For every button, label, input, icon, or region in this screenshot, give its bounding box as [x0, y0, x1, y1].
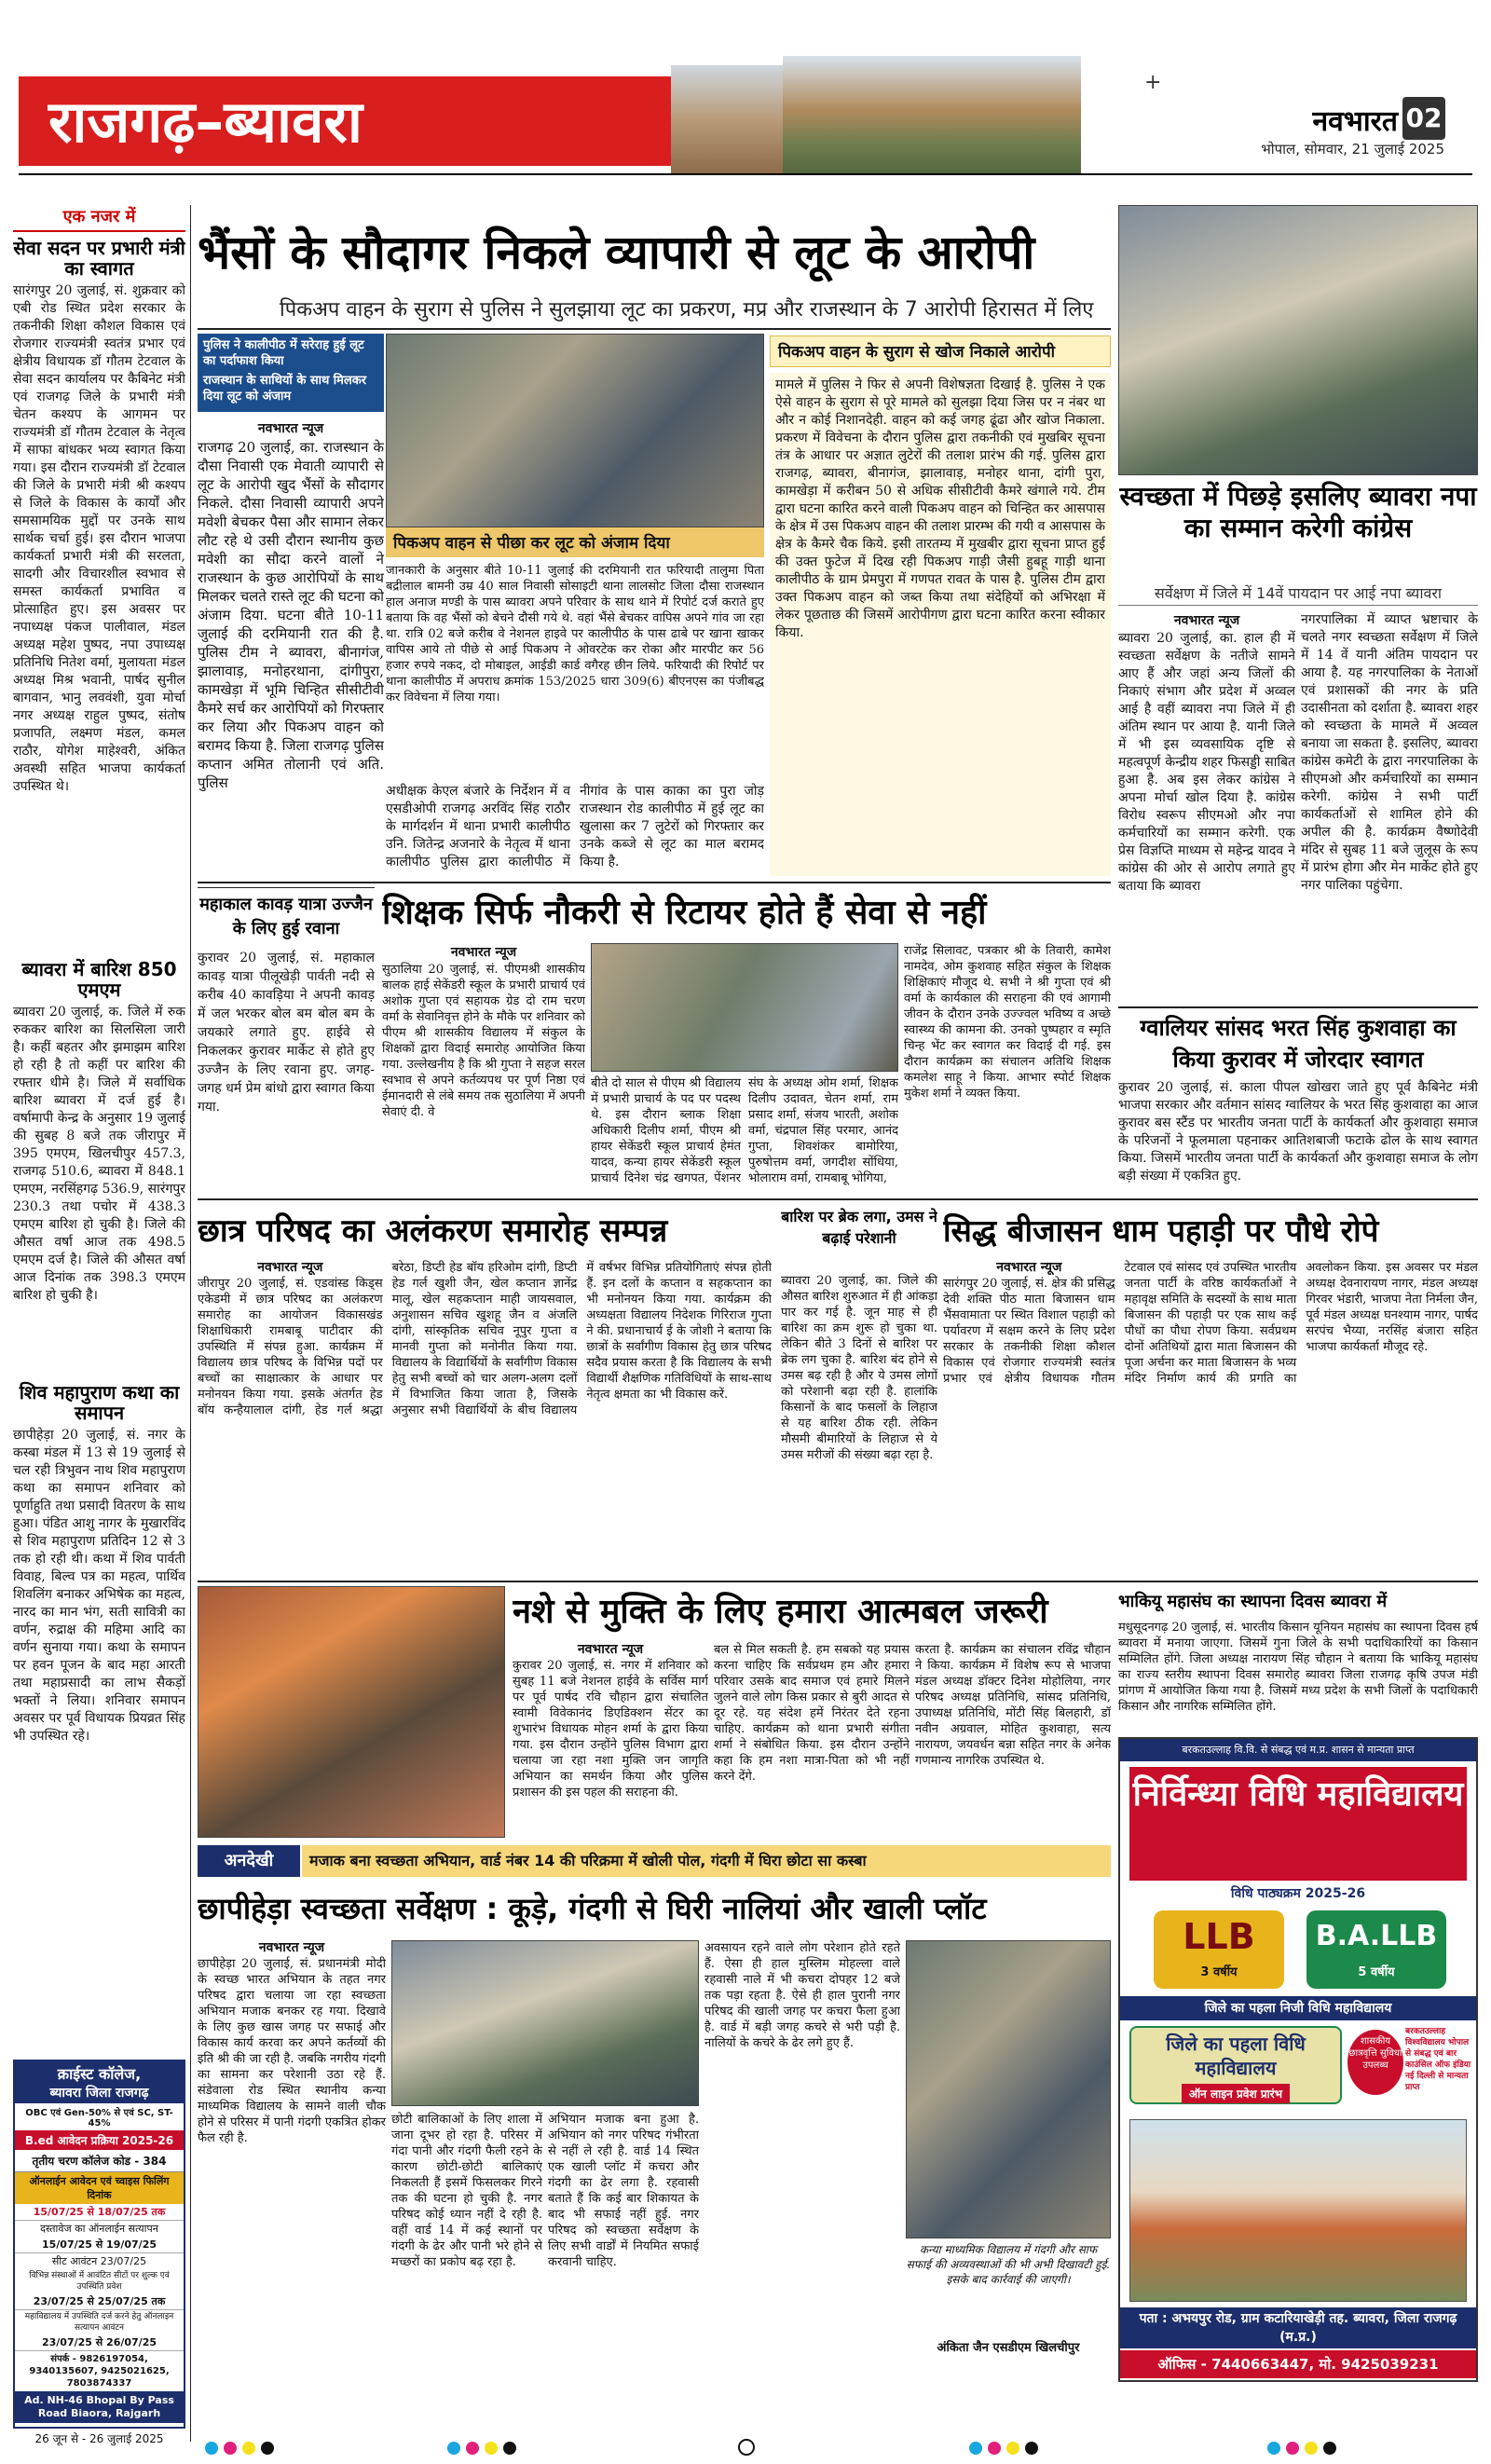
ad-left-doc-date: 15/07/25 से 19/07/25	[41, 2238, 157, 2251]
main-story-rule	[198, 882, 1111, 883]
reg-dot-cyan	[205, 2442, 218, 2455]
ad-left-line1: OBC एवं Gen-50% से एवं SC, ST-45%	[25, 2108, 173, 2129]
chhatra-body-text: जीरापुर 20 जुलाई, सं. एडवांस्ड किड्स एकेडमी में छात्र परिषद का अलंकरण समारोह का आयोजन विकासखंड शिक्षाधिकारी रामबाबू पाटीदार की उपस्थिति में संपन्न हुआ. कार्यक्रम में विद्यालय छात्र परिषद के विभिन्न पदों पर बच्चों का साक्षात्कार के आधार पर मनोनयन किया गया. इसके अंतर्गत हेड बॉय कन्हैयालाल दांगी, हेड गर्ल श्रद्धा बरेठा, डिप्टी हेड बॉय हरिओम दांगी, डिप्टी हेड गर्ल खुशी जैन, खेल कप्तान ज्ञानेंद्र मालू, खेल सहकप्तान माही जायसवाल, अनुशासन सचिव खुशहू जैन व अंजलि दांगी, सांस्कृतिक सचिव नूपुर गुप्ता व मानवी गुप्ता को मनोनीत किया गया. विद्यालय के विद्यार्थियों के सर्वांगीण विकास हेतु सभी बच्चों को चार अलग-अलग दलों में विभाजित किया जाता है, जिसके अनुसार सभी विद्यार्थियों के बीच विद्यालय में वर्षभर विभिन्न प्रतियोगिताएं संपन्न होती हैं. इन दलों के कप्तान व सहकप्तान का भी मनोनयन किया गया. कार्यक्रम की अध्यक्षता विद्यालय निदेशक गिरिराज गुप्ता ने की. प्रधानाचार्य ई के जोशी ने बताया कि छात्रों के सर्वांगीण विकास हेतु छात्र परिषद सदैव प्रयास करता है कि विद्यालय के सभी विद्यार्थी शैक्षणिक गतिविधियों के साथ-साथ नेतृत्व क्षमता का भी विकास करें.	[198, 1261, 772, 1417]
nasha-body-mid: बल से मिल सकती है. हम सबको यह प्रयास करना चाहिए कि सर्वप्रथम हम और हमारा परिवार उसके बाद समाज एवं हमारे मिलने जुलने वाले लोग किस प्रकार से बुरी आदत से दूर रहे. यह संदेश हमें निरंतर देते रहना चाहिए. कार्यक्रम को थाना प्रभारी संगीता शर्मा ने संबोधित किया. इस दौरान उन्होंने कहा कि हम नशा मात्रा-पिता को भी नहीं करने देंगे.	[714, 1643, 910, 1784]
swachhata-body-right: अभियान मजाक बना हुआ है. अभियान को नगर परिषद गंभीरता से नहीं ले रही है. वार्ड 14 स्थित एक खाली प्लॉट में कचरा और गंदगी का ढेर लगा है. रहवासी बताते हैं कि कई बार शिकायत के बाद भी सफाई नहीं हुई. नगर परिषद को स्वच्छता सर्वेक्षण के लिए सभी वार्डों में नियमित सफाई करवानी चाहिए.	[548, 2113, 699, 2269]
left-item-1-body: सारंगपुर 20 जुलाई, सं. शुक्रवार को एबी रोड स्थित प्रदेश सरकार के तकनीकी शिक्षा कौशल विकास एवं रोजगार राज्यमंत्री स्वतंत्र प्रभार एवं क्षेत्रीय विधायक डॉ गौतम टेटवाल के सेवा सदन कार्यालय पर कैबिनेट मंत्री एवं राजगढ़ जिले के प्रभारी मंत्री चेतन कश्यप के आगमन पर राज्यमंत्री डॉ गौतम टेटवाल के नेतृत्व में साफा बांधकर भव्य स्वागत किया गया। इस दौरान राज्यमंत्री डॉ टेटवाल की जिले के प्रभारी मंत्री श्री कश्यप से जिले के विकास के कार्यों और समसामयिक मुद्दों पर उनके साथ सार्थक चर्चा हुई। इस दौरान भाजपा कार्यकर्ता प्रभारी मंत्री की सरलता, सादगी और विचारशील स्वभाव से समस्त कार्यकर्ता प्रभावित व प्रोत्साहित हुए। इस अवसर पर नपाध्यक्ष पंकज पालीवाल, मंडल अध्यक्ष महेश पुष्पद, नपा उपाध्यक्ष प्रतिनिधि नितेश वर्मा, मुलायता मंडल अध्यक्ष मिश्र भवानी, पार्षद सुनील बागवान, भानु लववंशी, युवा मोर्चा नगर अध्यक्ष राहुल पुष्पद, संतोष प्रजापति, लक्ष्मण मंडल, कमल राठौर, योगेश माहेश्वरी, अंकित अवस्थी सहित भाजपा कार्यकर्ता उपस्थित थे।	[13, 283, 185, 794]
registration-strip	[0, 2427, 1491, 2464]
right-top-byline: नवभारत न्यूज	[1173, 613, 1240, 628]
bijasan-headline: सिद्ध बीजासन धाम पहाड़ी पर पौधे रोपे	[943, 1212, 1379, 1249]
left-item-1-head: सेवा सदन पर प्रभारी मंत्री का स्वागत	[13, 237, 185, 280]
ad-course-llb-label: LLB	[1183, 1916, 1255, 1957]
nasha-photo	[198, 1586, 505, 1838]
ad-course-llb-years: 3 वर्षीय	[1200, 1965, 1238, 1979]
ad-left-fees-date: 23/07/25 से 25/07/25 तक	[33, 2295, 166, 2307]
nasha-body-right: करता है. कार्यक्रम का संचालन रविंद्र चौहान ने किया. कार्यक्रम में विशेष रूप से भाजपा मंडल अध्यक्ष डॉक्टर दिनेश मोहोलिया, नगर परिषद अध्यक्ष प्रतिनिधि, सांसद प्रतिनिधि, उपाध्यक्ष प्रतिनिधि, मोंटी सिंह बिलहारी, डॉ नवीन अग्रवाल, मोहित कुशवाहा, सत्य नारायण, जयवर्धन बन्ना सहित नगर के अनेक गणमान्य नागरिक उपस्थित थे.	[915, 1643, 1111, 1768]
reg-target-center	[738, 2439, 755, 2456]
ad-highlight-box	[1129, 2026, 1342, 2104]
teacher-headline: शिक्षक सिर्फ नौकरी से रिटायर होते हैं सेवा से नहीं	[382, 894, 987, 932]
left-box-title: एक नजर में	[13, 205, 185, 232]
reg-dot-cyan-2	[447, 2442, 460, 2455]
ad-left-validity: 26 जून से - 26 जुलाई 2025	[34, 2432, 164, 2445]
left-item-3-body: छापीहेड़ा 20 जुलाई, सं. नगर के कस्बा मंडल में 13 से 19 जुलाई से चल रही त्रिभुवन नाथ शिव महापुराण कथा का समापन शनिवार को पूर्णाहुति तथा प्रसादी वितरण के साथ हुआ। पंडित आशु नागर के मुखारविंद से शिव महापुराण प्रतिदिन 12 से 3 तक हो रही थी। कथा में शिव पार्वती विवाह, बिल्व पत्र का महत्व, पार्थिव शिवलिंग बनाकर अभिषेक का महत्व, नारद का मान भंग, सती सावित्री का वर्णन, रुद्राक्ष की महिमा आदि का वर्णन सुनाया गया। कथा के समापन पर हवन पूजन के बाद महा आरती तथा महाप्रसादी का लाभ सैकड़ों भक्तों ने लिया। शनिवार समापन अवसर पर पूर्व विधायक प्रियव्रत सिंह भी उपस्थित रहे।	[13, 1428, 185, 1744]
left-column	[13, 205, 185, 2050]
main-subhead-rule	[198, 328, 1111, 330]
swachhata-body-left-text: छापीहेड़ा 20 जुलाई, सं. प्रधानमंत्री मोदी के स्वच्छ भारत अभियान के तहत नगर परिषद द्वारा चलाया जा रहा स्वच्छता अभियान मजाक बनकर रह गया. दिखावे के लिए कुछ खास जगह पर सफाई और विकास कार्य करवा कर अपने कर्तव्यों की इति श्री की जा रही है. जबकि नगरीय गंदगी का सामना कर परेशानी उठा रहे हैं. संडेवाला रोड स्थित स्थानीय कन्या माध्यमिक विद्यालय के सामने वाली चौक होने से परिसर में पानी गंदगी एकत्रित होकर फैल रही है.	[198, 1957, 386, 2145]
right-top-body-right: नगरपालिका में व्याप्त भ्रष्टाचार के चलते नगर स्वच्छता सर्वेक्षण में जिले में 14 वें यानी अंतिम पायदान पर आया है. यह नगरपालिका के नेताओं एवं प्रशासकों की नगर के प्रति उदासीनता को दर्शाता है. ब्यावरा शहर को स्वच्छता के मामले में अव्वल बनाया जा सकता है. इसलिए, ब्यावरा कांग्रेस कमेटी के द्वारा नगरपालिका के सीएमओ और कर्मचारियों का सम्मान करेगी. कांग्रेस ने सभी पार्टी कार्यकर्ताओं से शामिल होने की अपील की है. कार्यक्रम वैष्णोदेवी मंदिर से सुबह 11 बजे जुलूस के रूप में प्रारंभ होगा और मेन मार्केट होते हुए नगर पालिका पहुंचेगा.	[1301, 612, 1478, 893]
ad-address: पता : अभयपुर रोड, ग्राम कटारियाखेड़ी तह. ब्यावरा, जिला राजगढ़ (म.प्र.)	[1120, 2307, 1476, 2348]
nasha-body-left	[513, 1642, 708, 1838]
main-story-photo	[386, 334, 764, 527]
reg-dot-black	[261, 2442, 274, 2455]
reg-dot-yellow-2	[485, 2442, 498, 2455]
reg-dot-black-3	[1025, 2442, 1038, 2455]
reg-dot-magenta-2	[466, 2442, 479, 2455]
left-column-divider	[190, 205, 191, 2442]
nasha-headline: नशे से मुक्ति के लिए हमारा आत्मबल जरूरी	[513, 1593, 1048, 1631]
reg-dot-cyan-4	[1267, 2442, 1280, 2455]
ad-left-seat-head: सीट आवंटन 23/07/25	[15, 2252, 184, 2269]
masthead-title: राजगढ़–ब्यावरा	[48, 88, 362, 156]
ad-scholarship-badge: शासकीय छात्रवृत्ति सुविधा उपलब्ध	[1347, 2030, 1403, 2095]
ad-left-grid-date: 23/07/25 से 26/07/25	[41, 2336, 157, 2348]
main-kicker-1: पुलिस ने कालीपीठ में सरेराह हुई लूट का पर्दाफाश किया	[203, 338, 364, 368]
christ-college-ad	[13, 2060, 185, 2429]
page-number: 02	[1402, 97, 1445, 140]
swachhata-body-left	[198, 1940, 386, 2378]
mahasangh-body: मधुसूदनगढ़ 20 जुलाई, सं. भारतीय किसान यूनियन महासंघ का स्थापना दिवस हर्ष ब्यावरा में मनाया जाएगा. जिसमें गुना जिले के सभी पदाधिकारियों का किसान सम्मिलित होंगे. जिला अध्यक्ष नारायण सिंह चौहान ने बताया कि भाकियू महासंघ का राज्य स्तरीय स्थापना दिवस समारोह ब्यावरा जिला राजगढ़ कृषि उपज मंडी प्रांगण में आयोजित किया गया है. जिसमें मध्य प्रदेश के सभी जिलों के पदाधिकारी किसान और नागरिक सम्मिलित होंगे.	[1118, 1621, 1478, 1714]
chhatra-headline: छात्र परिषद का अलंकरण समारोह सम्पन्न	[198, 1212, 668, 1250]
right-top-subhead: सर्वेक्षण में जिले में 14वें पायदान पर आई नपा ब्यावरा	[1118, 582, 1478, 606]
ad-course-ballb	[1306, 1910, 1446, 1989]
paper-name: नवभारत	[1312, 105, 1398, 138]
main-body-left-text: राजगढ़ 20 जुलाई, का. राजस्थान के दौसा निवासी एक मेवाती व्यापारी से लूट के आरोपी खुद भैंसों के सौदागर निकले. दौसा निवासी व्यापारी अपने मवेशी बेचकर पैसा और सामान लेकर लौट रहे थे उसी दौरान स्थानीय कुछ मवेशी का सौदा करने वालों ने राजस्थान के कुछ आरोपियों के साथ मिलकर चलते रास्ते लूट की घटना को अंजाम दिया. घटना बीते 10-11 जुलाई की दरमियानी रात की है. पुलिस टीम ने ब्यावरा, बीनागंज, झालावाड़, मनोहरथाना, दांगीपुरा, कामखेड़ा में भूमि चिन्हित सीसीटीवी कैमरे सर्च कर आरोपियों को गिरफ्तार कर लिया और पिकअप वाहन को बरामद किया है. जिला राजगढ़ पुलिस कप्तान अमित तोलानी एवं अति. पुलिस	[198, 439, 384, 791]
gwalior-headline: ग्वालियर सांसद भरत सिंह कुशवाहा का किया कुरावर में जोरदार स्वागत	[1140, 1015, 1457, 1073]
ad-left-grid-head: महाविद्यालय में उपस्थिति दर्ज करने हेतु ऑनलाइन सत्यापन आवंटन	[15, 2309, 184, 2334]
swachhata-tag: अनदेखी	[198, 1845, 300, 1877]
chhatra-byline: नवभारत न्यूज	[257, 1260, 323, 1275]
bijasan-byline: नवभारत न्यूज	[996, 1260, 1062, 1275]
main-byline: नवभारत न्यूज	[257, 421, 324, 436]
masthead-photo-fort	[783, 56, 1081, 175]
ad-left-online-date: 15/07/25 से 18/07/25 तक	[33, 2206, 166, 2218]
swachhata-byline: नवभारत न्यूज	[258, 1940, 325, 1955]
chhatra-body	[198, 1260, 772, 1577]
ad-left-contact: संपर्क - 9826197054, 9340135607, 9425021625, 7803874337	[15, 2350, 184, 2391]
ad-college-name: निर्विन्ध्या विधि महाविद्यालय	[1129, 1767, 1467, 1881]
swachhata-sign: अंकिता जैन एसडीएम खिलचीपुर	[937, 2341, 1080, 2355]
main-body-left	[198, 419, 384, 876]
masthead-rule	[19, 173, 1472, 175]
left-item-3-head: शिव महापुराण कथा का समापन	[19, 1381, 180, 1424]
side-box-title: पिकअप वाहन के सुराग से खोज निकाले आरोपी	[770, 335, 1111, 367]
side-box-body: मामले में पुलिस ने फिर से अपनी विशेषज्ञता दिखाई है. पुलिस ने एक ऐसे वाहन के सुराग से पूरे मामले को सुलझा दिया जिस पर न नंबर था और न कोई निशानदेही. वाहन को कई जगह ढूंढा और खोज निकाला. प्रकरण में विवेचना के दौरान पुलिस द्वारा तकनीकी एवं मुखबिर सूचना तंत्र के आधार पर अज्ञात लुटेरों की तलाश प्रारंभ की गई. पुलिस द्वारा राजगढ़, ब्यावरा, बीनागंज, झालावाड़, मनोहर थाना, दांगी पुरा, कामखेड़ा में करीबन 50 से अधिक सीसीटीवी कैमरे खंगाले गये. टीम द्वारा घटना कारित करने वाली पिकअप वाहन को चिन्हित कर आसपास के क्षेत्र में उस पिकअप वाहन की तलाश प्रारम्भ की गयी व आसपास के क्षेत्र के कैमरे चैक किये. इसी तारतम्य में मुखबीर द्वारा सूचना प्राप्त हुई की उक्त फुटेज में दिख रही पिकअप गाड़ी जैसी हुबहू गाड़ी थाना कालीपीठ के ग्राम प्रेमपुरा में गणपत रावत के पास है. पुलिस टीम द्वारा उक्त पिकअप वाहन को जब्त किया तथा संदेहियों को अभिरक्षा में लेकर पूछताछ की जिसमें आरोपीगण द्वारा घटना कारित करना स्वीकार किया.	[770, 373, 1111, 876]
mahasangh-headline: भाकियू महासंघ का स्थापना दिवस ब्यावरा में	[1118, 1592, 1388, 1611]
teacher-rule	[198, 1198, 1478, 1200]
left-item-2-body: ब्यावरा 20 जुलाई, क. जिले में रुक रुककर बारिश का सिलसिला जारी है। कहीं बहतर और झमाझम बारिश हो रही है तो कहीं पर बारिश की रफ्तार धीमे है। जिले में सर्वाधिक बारिश ब्यावरा में दर्ज हुई है। वर्षामापी केन्द्र के अनुसार 19 जुलाई की सुबह 8 बजे तक जीरापुर में 395 एमएम, खिलचीपुर 457.3, राजगढ़ 510.6, ब्यावरा में 848.1 एमएम, नरसिंहगढ़ 536.9, सारंगपुर 230.3 तथा पचोर में 438.3 एमएम बारिश हो चुकी है। जिले की औसत वर्षा आज तक 498.5 एमएम दर्ज है। जिले की औसत वर्षा आज दिनांक तक 398.3 एमएम बारिश हो चुकी है।	[13, 1005, 185, 1303]
ad-online-admission: ऑन लाइन प्रवेश प्रारंभ	[1182, 2084, 1290, 2103]
teacher-byline: नवभारत न्यूज	[450, 945, 517, 960]
crop-mark: +	[1144, 71, 1162, 94]
baarish-body: ब्यावरा 20 जुलाई, का. जिले की औसत बारिश शुरुआत में ही आंकड़ा पार कर गई है. जून माह से ही बारिश का क्रम शुरू हो चुका था. लेकिन बीते 3 दिनों से बारिश पर ब्रेक लग चुका है. बारिश बंद होने से उमस बढ़ रही है और ये उमस लोगों को परेशानी बढ़ा रही है. हालांकि किसानों के बाद फसलों के लिहाज से यह बारिश ठीक रही. लेकिन मौसमी बीमारियों के लिहाज से ये उमस मरीजों की संख्या बढ़ा रहा है.	[781, 1274, 937, 1462]
swachhata-strap: मजाक बना स्वच्छता अभियान, वार्ड नंबर 14 की परिक्रमा में खोली पोल, गंदगी में घिरा छोटा सा कस्बा	[302, 1845, 1111, 1877]
bijasan-body	[943, 1260, 1478, 1577]
baarish-headline: बारिश पर ब्रेक लगा, उमस ने बढ़ाई परेशानी	[781, 1208, 937, 1247]
ad-building-photo	[1129, 2119, 1467, 2302]
masthead	[0, 0, 1491, 175]
main-headline: भैंसों के सौदागर निकले व्यापारी से लूट के आरोपी	[198, 226, 1035, 280]
bijasan-body-text: सारंगपुर 20 जुलाई, सं. क्षेत्र की प्रसिद्ध देवी शक्ति पीठ माता बिजासन धाम भैंसवामाता पर स्थित विशाल पहाड़ी को पर्यावरण में सक्षम करने के लिए प्रदेश सरकार के तकनीकी शिक्षा कौशल विकास एवं रोजगार राज्यमंत्री स्वतंत्र प्रभार एवं क्षेत्रीय विधायक गौतम टेटवाल एवं सांसद एवं उपस्थित भारतीय जनता पार्टी के वरिष्ठ कार्यकर्ताओं ने महावृक्ष समिति के सदस्यों के साथ माता बिजासन की पहाड़ी पर एक साथ कई पौधों का पौधा रोपण किया. सर्वप्रथम दोनों अतिथियों द्वारा माता बिजासन की पूजा अर्चना कर माता बिजासन के भव्य मंदिर निर्माण कार्य की प्रगति का अवलोकन किया. इस अवसर पर मंडल अध्यक्ष देवनारायण नागर, मंडल अध्यक्ष गिरवर भंडारी, भाजपा नेता निर्मला जैन, पूर्व मंडल अध्यक्ष घनश्याम नागर, पार्षद सरपंच भैय्या, नरसिंह बंजारा सहित भाजपा कार्यकर्ता मौजूद रहे.	[943, 1261, 1478, 1386]
main-body-center: जानकारी के अनुसार बीते 10-11 जुलाई की दरमियानी रात फरियादी तालुमा पिता बद्रीलाल बामनी उम्र 40 साल निवासी सोसाइटी थाना लालसोट जिला दौसा राजस्थान हाल अनाज मण्डी के पास ब्यावरा अपने परिवार के साथ थाने में रिपोर्ट दर्ज कराते हुए बताया कि वह भैंसों को बेचने दौसी गये थे. वहां भैंसे बेचकर वापिस अपने गांव जा रहा था. रात्रि 02 बजे करीब वे नेशनल हाइवे पर कालीपीठ के पास ढाबे पर खाना खाकर वापिस आये तो पीछे से आई पिकअप ने ओवरटेक कर रोका और मारपीट कर 56 हजार रुपये नकद, दो मोबाइल, आईडी कार्ड वगैरह छीन लिये. फरियादी की रिपोर्ट पर थाना कालीपीठ में अपराध क्रमांक 153/2025 धारा 309(6) बीएनएस का पंजीबद्ध कर विवेचना में लिया गया।	[386, 564, 764, 705]
ad-left-doc-head: दस्तावेज का ऑनलाईन सत्यापन	[15, 2220, 184, 2237]
main-kicker-box	[198, 334, 384, 412]
ad-left-counselling: तृतीय चरण कॉलेज कोड - 384	[15, 2150, 184, 2172]
teacher-photo	[591, 943, 898, 1072]
nasha-byline: नवभारत न्यूज	[577, 1642, 644, 1657]
ad-left-subtitle: ब्यावरा जिला राजगढ़	[15, 2084, 184, 2103]
ad-left-title: क्राईस्ट कॉलेज,	[15, 2061, 184, 2084]
ad-session: विधि पाठ्यक्रम 2025-26	[1230, 1886, 1366, 1901]
reg-dot-cyan-3	[969, 2442, 982, 2455]
teacher-body-left-text: सुठालिया 20 जुलाई, सं. पीएमश्री शासकीय बालक हाई सेकेंडरी स्कूल के प्रभारी प्राचार्य एवं अशोक गुप्ता एवं सहायक ग्रेड दो राम चरण वर्मा के सेवानिवृत्त होने के मौके पर शनिवार को पीएम श्री शासकीय विद्यालय में संकुल के शिक्षकों द्वारा विदाई समारोह आयोजित किया गया. उल्लेखनीय है कि श्री गुप्ता ने सहज सरल स्वभाव से अपने कर्तव्यपथ पर पूर्ण निष्ठा एवं ईमानदारी से लंबे समय तक सुठालिया में अपनी सेवाएं दी. वे	[382, 963, 585, 1119]
masthead-date: भोपाल, सोमवार, 21 जुलाई 2025	[1261, 141, 1444, 157]
right-top-photo	[1118, 205, 1478, 475]
ad-affiliation: बरकतउल्लाह विश्वविद्यालय भोपाल से संबद्ध एवं बार काउंसिल ऑफ इंडिया नई दिल्ली से मान्यता प्राप्त	[1405, 2027, 1471, 2092]
teacher-body-mid: बीते दो साल से पीएम श्री विद्यालय में प्रभारी प्राचार्य के पद पर पदस्थ थे. इस दौरान ब्लाक शिक्षा अधिकारी दिलीप शर्मा, पीएम श्री हायर सेकेंडरी स्कूल प्राचार्य हेमंत यादव, कन्या हायर सेकेंडरी स्कूल प्राचार्य दिनेश चंद्र खगपत, पेंशनर संघ के अध्यक्ष ओम शर्मा, शिक्षक दिलीप उदावत, चेतन शर्मा, राम प्रसाद शर्मा, संजय भारती, अशोक वर्मा, चंद्रपाल सिंह परमार, आनंद गुप्ता, शिवशंकर बामोरिया, पुरुषोत्तम वर्मा, जगदीश सोंधिया, भोलाराम वर्मा, रामबाबू भोगिया,	[591, 1076, 898, 1185]
right-top-body-left-text: ब्यावरा 20 जुलाई, का. हाल ही में स्वच्छता सर्वेक्षण के नतीजे सामने आए हैं और जहां अन्य जिलों की निकाएं संभाग और प्रदेश में अव्वल आई है वहीं ब्यावरा नपा जिले में ही अंतिम स्थान पर आया है. यानी जिले में भी इस व्यवसायिक दृष्टि से महत्वपूर्ण केन्द्रीय शहर फिसड्डी साबित हुआ है. अब इस लेकर कांग्रेस ने अपना मोर्चा खोल दिया है. कांग्रेस विरोध स्वरूप सीएमओ और नपा कर्मचारियों का सम्मान करेगी. एक प्रेस विज्ञप्ति माध्यम से महेन्द्र यादव ने कांग्रेस की ओर से आरोप लगाते हुए बताया कि ब्यावरा	[1118, 631, 1295, 894]
reg-dot-black-2	[503, 2442, 516, 2455]
main-body-more: अधीक्षक केएल बंजारे के निर्देशन में व एसडीओपी राजगढ़ अरविंद सिंह राठौर के मार्गदर्शन में थाना प्रभारी कालीपीठ उनि. जितेन्द्र अजनारे के नेतृत्व में थाना कालीपीठ पुलिस द्वारा कालीपीठ में नीगांव के पास काका का पुरा जोड़ राजस्थान रोड कालीपीठ में हुई लूट का खुलासा कर 7 लुटेरों को गिरफ्तार कर उनके कब्जे से लूट का माल बरामद किया है.	[386, 784, 764, 869]
reg-dot-yellow	[242, 2442, 255, 2455]
mahakal-headline: महाकाल कावड़ यात्रा उज्जैन के लिए हुई रवाना	[199, 895, 373, 938]
reg-dot-magenta-3	[988, 2442, 1001, 2455]
reg-dot-black-4	[1323, 2442, 1336, 2455]
mahakal-rule	[198, 887, 375, 888]
ad-district-strip: जिले का पहला निजी विधि महाविद्यालय	[1120, 1996, 1476, 2020]
swachhata-headline: छापीहेड़ा स्वच्छता सर्वेक्षण : कूड़े, गंदगी से घिरी नालियां और खाली प्लॉट	[198, 1891, 987, 1926]
gwalior-body: कुरावर 20 जुलाई, सं. काला पीपल खोखरा जाते हुए पूर्व कैबिनेट मंत्री भाजपा सरकार और वर्तमान सांसद ग्वालियर के भरत सिंह कुशवाहा का आज कुरावर बस स्टैंड पर भारतीय जनता पार्टी के कार्यकर्ता और कुशवाहा समाज के परिजनों ने फूलमाला पहनाकर आतिशबाजी फटाके ढोल के साथ स्वागत किया. जिसमें भारतीय जनता पार्टी के कार्यकर्ता और कुशवाहा समाज के लोग बड़ी संख्या में एकत्रित हुए.	[1118, 1080, 1478, 1184]
bijasan-rule	[198, 1581, 1478, 1582]
ad-course-ballb-label: B.A.LLB	[1315, 1920, 1438, 1952]
ad-top-strip: बरकतउल्लाह वि.वि. से संबद्ध एवं म.प्र. शासन से मान्यता प्राप्त	[1120, 1739, 1476, 1761]
nasha-body-left-text: कुरावर 20 जुलाई, सं. नगर में शनिवार को सुबह 11 बजे नेशनल हाईवे के सर्विस मार्ग पर पूर्व पार्षद रवि चौहान द्वारा संचालित स्वामी विवेकानंद डिएडिक्शन सेंटर का शुभारंभ विधायक मोहन शर्मा के द्वारा किया गया. इस दौरान उन्होंने पुलिस विभाग द्वारा चलाया जा रहा नशा मुक्ति जन जागृति अभियान का समर्थन किया और पुलिस प्रशासन की इस पहल की सराहना की.	[513, 1659, 708, 1800]
law-college-ad	[1118, 1737, 1478, 2382]
main-subhead: पिकअप वाहन के सुराग से पुलिस ने सुलझाया लूट का प्रकरण, मप्र और राजस्थान के 7 आरोपी हिरासत में लिए	[280, 298, 1094, 322]
swachhata-body-far: अवसायन रहने वाले लोग परेशान होते रहते हैं. ऐसा ही हाल मुस्लिम मोहल्ला वाले रहवासी नाले में भी कचरा दोपहर 12 बजे तक पड़ा रहता है. ऐसे ही हाल पुरानी नगर परिषद की खाली जगह पर कचरा फैला हुआ है. वार्ड में बड़ी जगह कचरे से भरी पड़ी है. नालियों के कचरे के ढेर लगे हुए हैं.	[704, 1941, 900, 2050]
right-top-rule	[1118, 1006, 1478, 1008]
right-top-headline: स्वच्छता में पिछड़े इसलिए ब्यावरा नपा का सम्मान करेगी कांग्रेस	[1119, 481, 1477, 543]
ad-course-llb	[1154, 1910, 1284, 1989]
right-top-body-left	[1118, 611, 1295, 1003]
ad-left-online-head: ऑनलाईन आवेदन एवं च्वाइस फिलिंग दिनांक	[15, 2172, 184, 2204]
ad-highlight-line: जिले का पहला विधि महाविद्यालय	[1166, 2033, 1306, 2079]
teacher-body-right: राजेंद्र सिलावट, पत्रकार श्री के तिवारी, कामेश नामदेव, ओम कुशवाह सहित संकुल के शिक्षक शिक्षिकाएं मौजूद थे. सभी ने श्री गुप्ता एवं श्री वर्मा के कार्यकाल की सराहना की एवं आगामी जीवन के दौरान उनके उज्ज्वल भविष्य व अच्छे स्वास्थ्य की कामना की. उनको पुष्पहार व स्मृति चिन्ह भेंट कर स्वागत कर विदाई दी गई. इस दौरान कार्यक्रम का संचालन अतिथि शिक्षक कमलेश साहू ने किया. आभार स्पोर्ट शिक्षक मुकेश शर्मा ने व्यक्त किया.	[904, 944, 1111, 1101]
swachhata-photo	[391, 1940, 699, 2106]
ad-left-fees-head: विभिन्न संस्थाओं में आवंटित सीटों पर शुल्क एवं उपस्थिति प्रवेश	[29, 2271, 170, 2292]
reg-dot-magenta	[224, 2442, 237, 2455]
swachhata-body-mid: छोटी बालिकाओं के लिए शाला में जाना दूभर हो रहा है. परिसर में गंदा पानी और गंदगी फैली रहने के कारण छोटी-छोटी बालिकाएं निकलती हैं इसमें फिसलकर गिरने तक की घटना हो चुकी है. नगर परिषद कोई ध्यान नहीं दे रही है. वहीं वार्ड 14 में कई स्थानों पर गंदगी के ढेर और पानी भरे होने से मच्छरों का प्रकोप बढ़ रहा है.	[391, 2113, 542, 2269]
swachhata-photo-2	[906, 1940, 1111, 2238]
ad-phone: ऑफिस - 7440663447, मो. 9425039231	[1120, 2350, 1476, 2378]
main-photo-caption: पिकअप वाहन से पीछा कर लूट को अंजाम दिया	[386, 527, 764, 557]
swachhata-photo-caption: कन्या माध्यमिक विद्यालय में गंदगी और साफ सफाई की अव्यवस्थाओं की भी अभी दिखावटी हुई. इसके बाद कार्रवाई की जाएगी।	[906, 2243, 1111, 2286]
reg-dot-yellow-4	[1305, 2442, 1318, 2455]
reg-dot-magenta-4	[1286, 2442, 1299, 2455]
mahakal-body: कुरावर 20 जुलाई, सं. महाकाल कावड़ यात्रा पीलूखेड़ी पार्वती नदी से करीब 40 कावड़िया ने अपनी कावड़ में जल भरकर बोल बम बोल बम के जयकारे लगाते हुए. हाईवे से निकलकर कुरावर मार्केट से होते हुए उज्जैन के लिए रवाना हुए. जगह-जगह धर्म प्रेम बांधो द्वारा स्वागत किया गया.	[198, 951, 375, 1115]
main-kicker-2: राजस्थान के साथियों के साथ मिलकर दिया लूट को अंजाम	[203, 374, 367, 404]
ad-left-address: Ad. NH-46 Bhopal By Pass Road Biaora, Rajgarh	[15, 2391, 184, 2423]
teacher-body-left	[382, 943, 585, 1195]
swachhata-strap-row	[198, 1845, 1111, 1877]
ad-course-ballb-years: 5 वर्षीय	[1358, 1965, 1395, 1979]
reg-dot-yellow-3	[1006, 2442, 1019, 2455]
masthead-photo-temple	[671, 65, 783, 175]
ad-left-badge: B.ed आवेदन प्रक्रिया 2025-26	[15, 2130, 184, 2150]
left-item-2-head: ब्यावरा में बारिश 850 एमएम	[21, 958, 177, 1001]
